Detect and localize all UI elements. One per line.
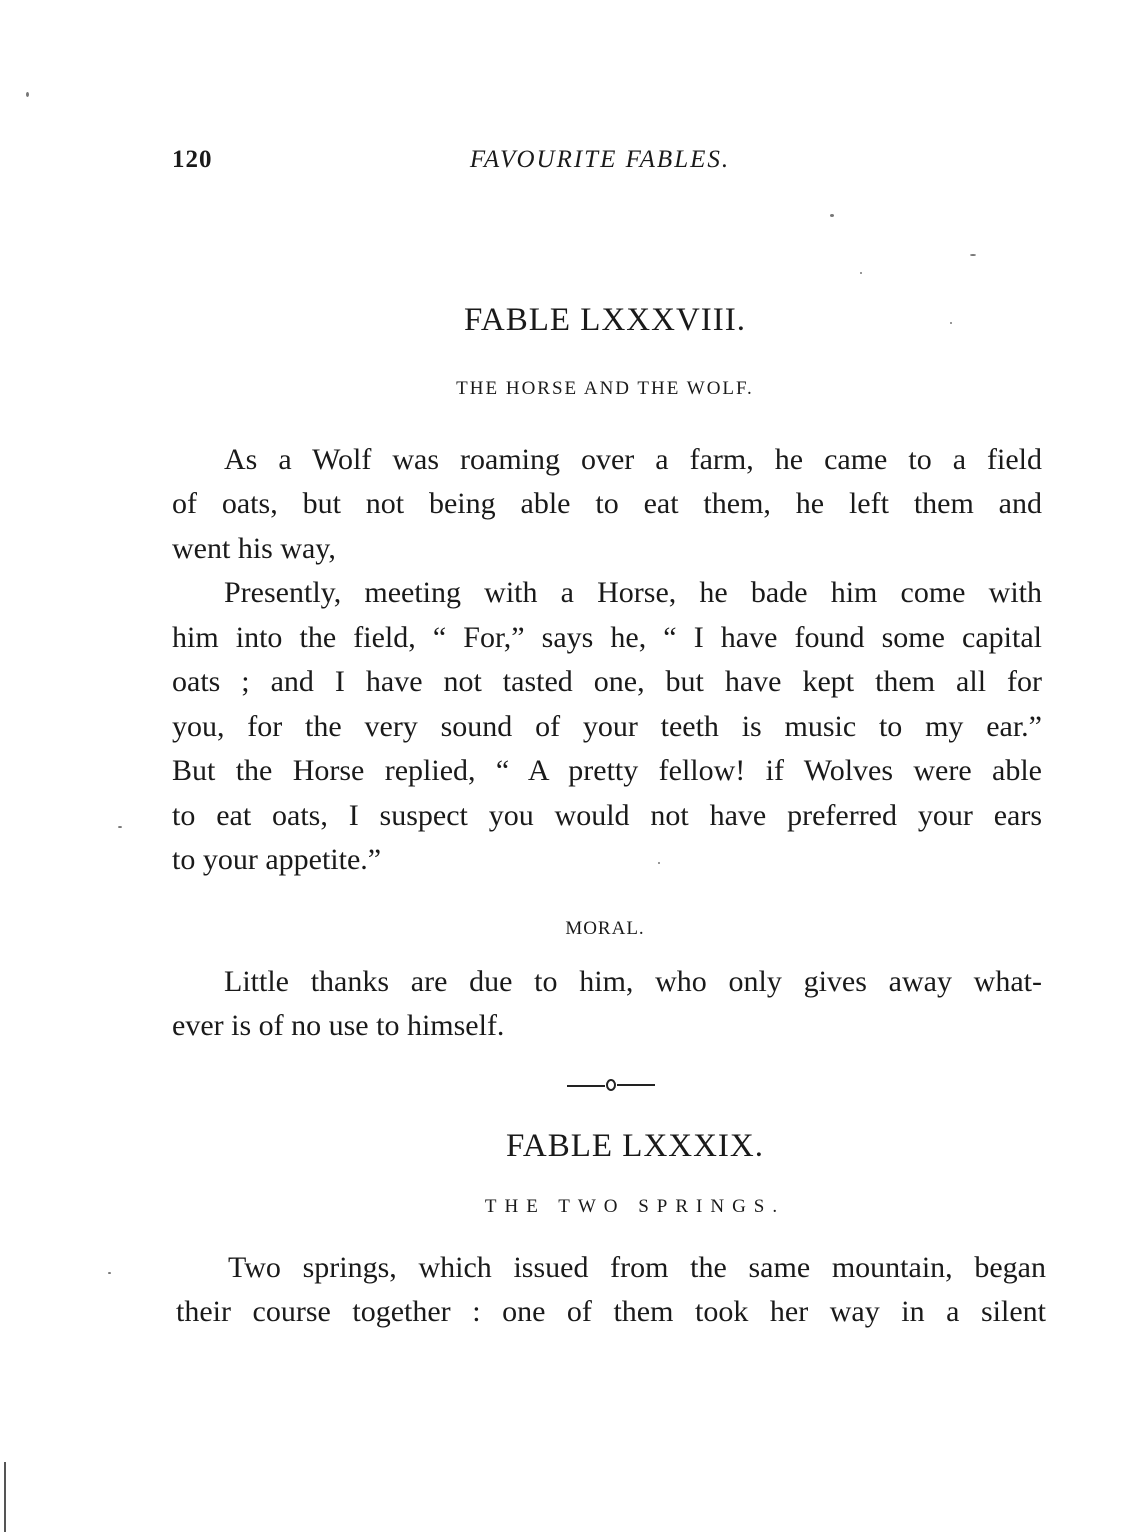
scan-speck xyxy=(860,272,862,274)
fable-title: FABLE LXXXIX. xyxy=(505,1128,765,1164)
text-line: to your appetite.” xyxy=(172,843,382,876)
text-line: to eat oats, I suspect you would not have preferred your ears xyxy=(172,799,1042,832)
scan-speck xyxy=(108,1272,111,1274)
text-line: Presently, meeting with a Horse, he bade him come with xyxy=(224,576,1042,609)
moral-label: MORAL. xyxy=(565,918,645,939)
page-number: 120 xyxy=(172,146,213,173)
text-line: their course together : one of them took her way in a silent xyxy=(176,1295,1046,1328)
scan-speck xyxy=(950,322,952,324)
fable-subtitle: THE TWO SPRINGS. xyxy=(484,1196,786,1217)
text-line: him into the field, “ For,” says he, “ I have found some capital xyxy=(172,621,1042,654)
scan-speck xyxy=(830,214,834,217)
scan-speck xyxy=(26,92,29,97)
scan-speck xyxy=(658,862,660,864)
moral-line: Little thanks are due to him, who only gives away what- xyxy=(224,965,1042,998)
text-line: As a Wolf was roaming over a farm, he came to a field xyxy=(224,443,1042,476)
moral-line: ever is of no use to himself. xyxy=(172,1009,505,1042)
text-line: went his way, xyxy=(172,532,336,565)
text-line: Two springs, which issued from the same mountain, began xyxy=(228,1251,1046,1284)
fable-subtitle: THE HORSE AND THE WOLF. xyxy=(456,378,754,399)
ornament-divider-icon xyxy=(565,1075,657,1095)
scan-speck xyxy=(970,254,976,256)
running-title: FAVOURITE FABLES. xyxy=(469,146,731,173)
text-line: of oats, but not being able to eat them, he left them and xyxy=(172,487,1042,520)
text-line: oats ; and I have not tasted one, but have kept them all for xyxy=(172,665,1042,698)
fable-title: FABLE LXXXVIII. xyxy=(463,302,746,338)
scan-speck xyxy=(118,826,122,828)
text-line: But the Horse replied, “ A pretty fellow! if Wolves were able xyxy=(172,754,1042,787)
scan-edge-mark xyxy=(4,1462,6,1532)
text-line: you, for the very sound of your teeth is music to my ear.” xyxy=(172,710,1042,743)
